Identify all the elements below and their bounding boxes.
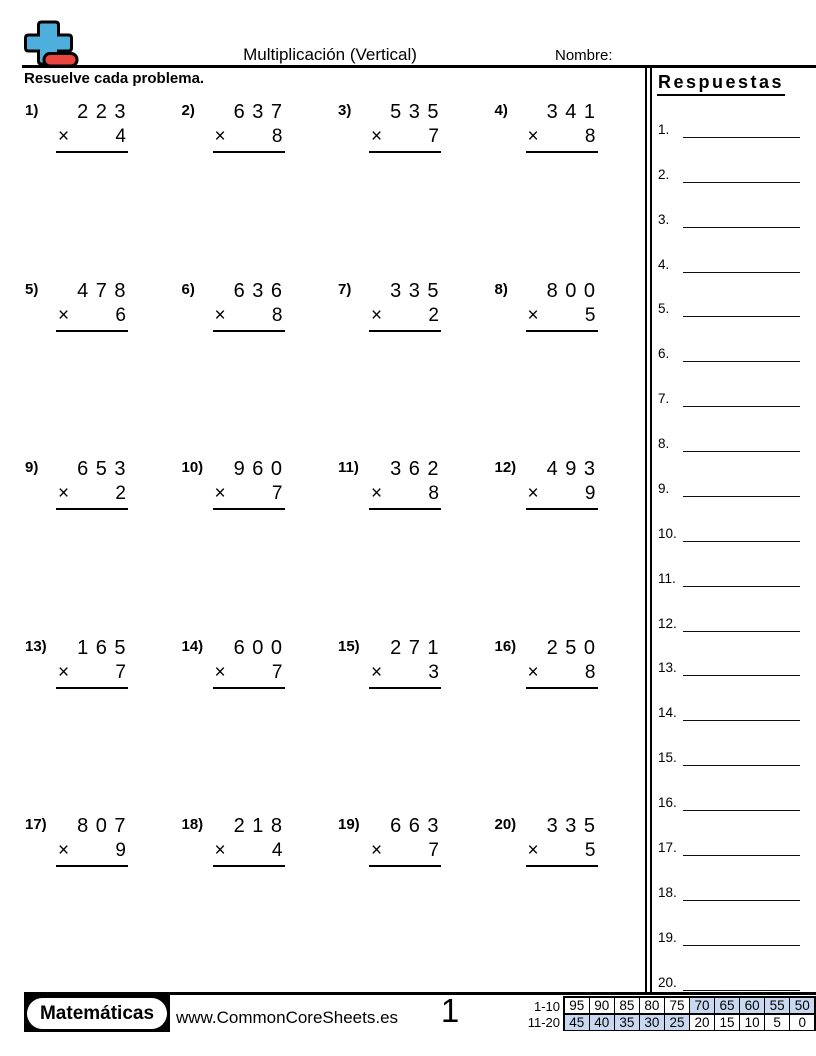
problem-work-area xyxy=(526,636,603,689)
multiplier: 5 xyxy=(584,304,596,326)
instructions: Resuelve cada problema. xyxy=(24,70,205,87)
problem-work-area xyxy=(526,101,603,153)
multiplicand: 960 xyxy=(233,458,290,480)
problem xyxy=(495,637,652,816)
answer-number: 6. xyxy=(658,346,670,362)
problem-number: 8) xyxy=(494,280,508,298)
multiplier: 4 xyxy=(271,840,283,861)
multiplicand: 800 xyxy=(546,279,603,302)
multiplicand: 218 xyxy=(233,815,290,837)
problem xyxy=(495,101,652,280)
answer-item xyxy=(658,699,800,721)
multiplicand: 250 xyxy=(546,636,603,659)
answer-item xyxy=(658,654,800,676)
answer-item xyxy=(658,520,800,542)
multiplier: 8 xyxy=(584,661,596,683)
multiplicand: 535 xyxy=(390,101,446,123)
problem-number: 15) xyxy=(338,637,360,655)
problem-number: 11) xyxy=(338,459,359,476)
worksheet-title: Multiplicación (Vertical) xyxy=(243,45,417,64)
answer-item xyxy=(658,789,800,811)
problem-work-area xyxy=(526,458,603,510)
answer-item xyxy=(658,251,800,273)
answer-blank xyxy=(683,656,800,676)
problem-number: 16) xyxy=(494,637,517,655)
problems-grid xyxy=(25,101,651,994)
answer-number: 1. xyxy=(658,122,670,137)
problem-number: 7) xyxy=(338,280,352,298)
problem xyxy=(182,815,339,994)
problem-work-area xyxy=(369,636,446,689)
problem-work-area xyxy=(213,101,290,153)
answer-blank xyxy=(683,701,800,721)
score-cell: 0 xyxy=(790,1015,814,1030)
multiply-sign: × xyxy=(527,126,539,147)
multiplier: 7 xyxy=(271,483,283,504)
answer-item xyxy=(658,206,800,228)
problem xyxy=(338,637,495,816)
multiply-sign: × xyxy=(371,840,383,861)
multiply-sign: × xyxy=(527,661,539,683)
score-cell: 40 xyxy=(590,1015,614,1030)
problem-number: 13) xyxy=(25,637,47,655)
problem-work-area xyxy=(369,458,446,510)
multiplier: 8 xyxy=(271,126,283,147)
answer-item xyxy=(658,475,800,497)
multiplier: 7 xyxy=(428,126,439,147)
answer-number: 4. xyxy=(658,256,670,272)
multiplicand: 341 xyxy=(546,101,603,123)
problem-work-area xyxy=(56,815,133,867)
problem xyxy=(182,101,339,280)
multiplier: 2 xyxy=(115,483,126,504)
multiplier: 9 xyxy=(115,840,126,861)
answer-item xyxy=(658,385,800,407)
problem-number: 3) xyxy=(338,102,352,119)
multiplicand: 807 xyxy=(77,815,133,837)
problem xyxy=(495,458,652,637)
score-cell: 75 xyxy=(665,998,689,1013)
answer-item xyxy=(658,161,800,183)
multiplier: 5 xyxy=(584,840,596,861)
answer-blank xyxy=(683,477,800,497)
problem xyxy=(25,815,182,994)
score-cell: 70 xyxy=(690,998,714,1013)
answer-number: 11. xyxy=(658,570,676,586)
answer-blank xyxy=(683,926,800,946)
problem-work-area xyxy=(56,101,133,153)
multiply-sign: × xyxy=(214,126,226,147)
problem-work-area xyxy=(369,815,446,867)
multiplier: 7 xyxy=(428,840,439,861)
multiply-sign: × xyxy=(58,126,70,147)
multiply-sign: × xyxy=(527,304,539,326)
problem-number: 6) xyxy=(181,280,195,298)
score-cell: 55 xyxy=(765,998,789,1013)
multiplicand: 600 xyxy=(233,636,290,659)
multiply-sign: × xyxy=(214,661,226,683)
problem-work-area xyxy=(213,815,290,867)
score-cell: 65 xyxy=(715,998,739,1013)
problem xyxy=(25,101,182,280)
answer-item xyxy=(658,565,800,587)
answer-blank xyxy=(683,746,800,766)
answer-blank xyxy=(683,208,800,228)
answer-item xyxy=(658,116,800,138)
page-number: 1 xyxy=(440,992,460,1029)
answer-blank xyxy=(683,253,800,273)
answer-number: 20. xyxy=(658,974,677,990)
problem xyxy=(182,458,339,637)
multiplicand: 362 xyxy=(390,458,446,480)
problem-number: 5) xyxy=(25,280,39,298)
multiply-sign: × xyxy=(58,483,70,504)
multiplier: 6 xyxy=(115,304,126,326)
multiplicand: 663 xyxy=(390,815,446,837)
score-cell: 30 xyxy=(640,1015,664,1030)
problem-number: 2) xyxy=(181,102,195,119)
answer-item xyxy=(658,924,800,946)
problem-work-area xyxy=(213,636,290,689)
problem-number: 9) xyxy=(25,459,39,476)
problem xyxy=(182,280,339,459)
multiply-sign: × xyxy=(527,840,539,861)
score-cell: 15 xyxy=(715,1015,739,1030)
website-url: www.CommonCoreSheets.es xyxy=(176,1008,399,1027)
multiplicand: 637 xyxy=(233,101,290,123)
brand-badge xyxy=(24,995,170,1032)
problem-number: 10) xyxy=(181,459,204,476)
multiplier: 9 xyxy=(584,483,596,504)
score-cell: 95 xyxy=(565,998,589,1013)
multiplicand: 653 xyxy=(77,458,133,480)
multiply-sign: × xyxy=(527,483,539,504)
score-row-label-2: 11-20 xyxy=(527,1015,560,1030)
problem-work-area xyxy=(526,815,603,867)
multiply-sign: × xyxy=(214,840,226,861)
answer-blank xyxy=(683,297,800,317)
problem-number: 14) xyxy=(181,637,204,655)
answer-number: 3. xyxy=(658,211,670,227)
problem-work-area xyxy=(56,636,133,689)
problem xyxy=(495,280,652,459)
answer-number: 14. xyxy=(658,705,677,721)
answer-blank xyxy=(683,387,800,407)
answer-blank xyxy=(683,432,800,452)
problem xyxy=(25,637,182,816)
problem xyxy=(338,280,495,459)
multiply-sign: × xyxy=(58,661,70,683)
problem xyxy=(338,815,495,994)
answer-blank xyxy=(683,118,800,138)
name-label: Nombre: xyxy=(555,47,613,64)
multiplicand: 478 xyxy=(77,279,133,302)
answer-blank xyxy=(683,836,800,856)
answer-item xyxy=(658,295,800,317)
brand-label: Matemáticas xyxy=(27,998,167,1029)
problem-work-area xyxy=(56,279,133,332)
problem xyxy=(25,280,182,459)
problem-number: 17) xyxy=(25,816,47,833)
answer-number: 8. xyxy=(658,436,670,452)
multiplier: 7 xyxy=(115,661,126,683)
problem-number: 19) xyxy=(338,816,360,833)
multiply-sign: × xyxy=(214,483,226,504)
answer-blank xyxy=(683,163,800,183)
answer-item xyxy=(658,340,800,362)
multiplicand: 493 xyxy=(546,458,603,480)
answer-number: 7. xyxy=(658,391,670,407)
answer-blank xyxy=(683,881,800,901)
score-cell: 20 xyxy=(690,1015,714,1030)
problem xyxy=(338,458,495,637)
problem-work-area xyxy=(369,101,446,153)
multiply-sign: × xyxy=(371,304,383,326)
multiplicand: 165 xyxy=(77,636,133,659)
problem xyxy=(338,101,495,280)
answers-title: Respuestas xyxy=(657,72,785,96)
multiply-sign: × xyxy=(58,304,70,326)
multiplier: 2 xyxy=(428,304,439,326)
problem-work-area xyxy=(56,458,133,510)
score-cell: 35 xyxy=(615,1015,639,1030)
answer-number: 2. xyxy=(658,166,670,182)
answer-blank xyxy=(683,522,800,542)
multiplicand: 271 xyxy=(390,636,446,659)
answer-number: 15. xyxy=(658,750,677,766)
answer-item xyxy=(658,834,800,856)
answer-number: 9. xyxy=(658,480,670,496)
problem-number: 1) xyxy=(25,102,39,119)
problem-number: 4) xyxy=(494,102,508,119)
multiply-sign: × xyxy=(214,304,226,326)
answer-number: 5. xyxy=(658,301,670,317)
answer-blank xyxy=(683,791,800,811)
score-cell: 60 xyxy=(740,998,764,1013)
multiplicand: 636 xyxy=(233,279,290,302)
answer-item xyxy=(658,610,800,632)
answer-item xyxy=(658,879,800,901)
score-cell: 45 xyxy=(565,1015,589,1030)
multiplier: 8 xyxy=(428,483,439,504)
multiply-sign: × xyxy=(371,126,383,147)
problem xyxy=(25,458,182,637)
problem-number: 18) xyxy=(181,816,204,833)
multiply-sign: × xyxy=(371,483,383,504)
score-cell: 80 xyxy=(640,998,664,1013)
answer-blank xyxy=(683,342,800,362)
answer-item xyxy=(658,744,800,766)
problem xyxy=(495,815,652,994)
problem-number: 12) xyxy=(494,459,517,476)
multiply-sign: × xyxy=(58,840,70,861)
score-cell: 10 xyxy=(740,1015,764,1030)
answer-number: 10. xyxy=(658,525,677,541)
answer-number: 17. xyxy=(658,839,677,855)
score-cell: 50 xyxy=(790,998,814,1013)
answer-number: 19. xyxy=(658,929,677,945)
answer-number: 18. xyxy=(658,884,677,900)
multiplicand: 223 xyxy=(77,101,133,123)
answer-number: 13. xyxy=(658,660,677,676)
answer-blank xyxy=(683,612,800,632)
score-cell: 90 xyxy=(590,998,614,1013)
problem-work-area xyxy=(369,279,446,332)
multiplicand: 335 xyxy=(546,815,603,837)
answer-blank xyxy=(683,567,800,587)
answer-number: 12. xyxy=(658,615,677,631)
score-cell: 85 xyxy=(615,998,639,1013)
score-table xyxy=(563,996,816,1031)
multiplier: 3 xyxy=(428,661,439,683)
multiplicand: 335 xyxy=(390,279,446,302)
score-cell: 5 xyxy=(765,1015,789,1030)
multiplier: 7 xyxy=(271,661,283,683)
multiply-sign: × xyxy=(371,661,383,683)
problem-work-area xyxy=(213,279,290,332)
answer-item xyxy=(658,430,800,452)
score-row-label-1: 1-10 xyxy=(533,999,560,1014)
answer-blank xyxy=(683,971,800,991)
multiplier: 4 xyxy=(115,126,126,147)
answer-item xyxy=(658,969,800,991)
problem-number: 20) xyxy=(494,816,517,833)
answers-panel xyxy=(645,68,816,992)
problem-work-area xyxy=(213,458,290,510)
multiplier: 8 xyxy=(271,304,283,326)
problem-work-area xyxy=(526,279,603,332)
multiplier: 8 xyxy=(584,126,596,147)
score-cell: 25 xyxy=(665,1015,689,1030)
problem xyxy=(182,637,339,816)
answer-number: 16. xyxy=(658,795,677,811)
